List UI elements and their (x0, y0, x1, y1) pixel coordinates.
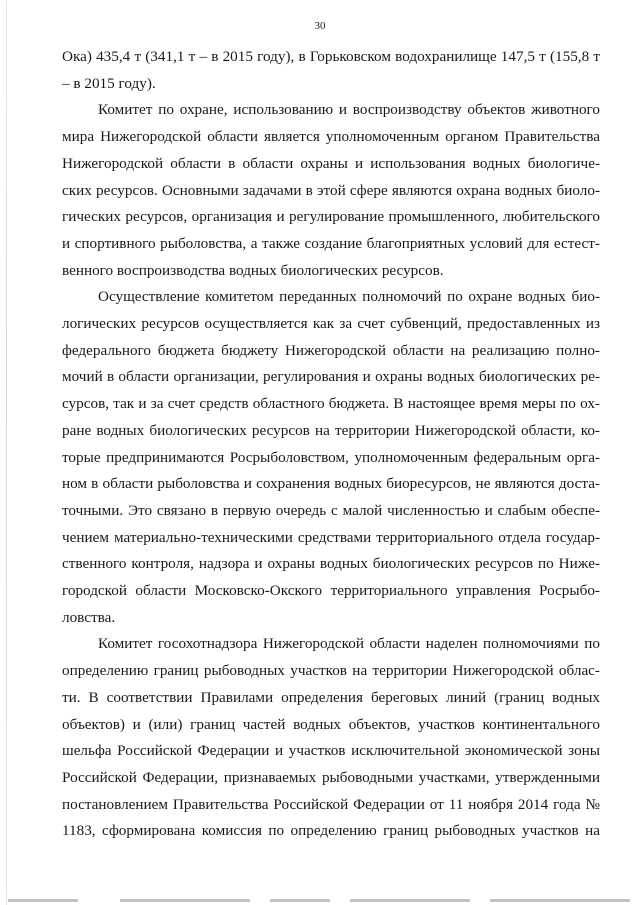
text-line: логических ресурсов осуществляется как за счет субвенций, предоставленных из (62, 315, 600, 333)
scan-bottom-artifacts (0, 896, 640, 905)
text-line: Ока) 435,4 т (341,1 т – в 2015 году), в Горьковском водохранилище 147,5 т (155,8 т (62, 48, 600, 65)
text-line: федерального бюджета бюджету Нижегородской области на реализацию полно- (62, 341, 600, 359)
text-line: объектов) и (или) границ частей водных объектов, участков континентального (62, 715, 600, 733)
text-line: точными. Это связано в первую очередь с малой численностью и слабым обеспе- (62, 501, 600, 519)
text-line: венного воспроизводства водных биологических ресурсов. (62, 261, 444, 279)
paragraph-first-line: Осуществление комитетом переданных полномочий по охране водных био- (98, 288, 600, 306)
body-text (62, 44, 600, 845)
text-line: ских ресурсов. Основными задачами в этой сфере являются охрана водных биоло- (62, 181, 600, 199)
text-line: 1183, сформирована комиссия по определению границ рыбоводных участков на (62, 822, 600, 840)
text-line: Российской Федерации, признаваемых рыбоводными участками, утвержденными (62, 768, 600, 786)
text-line: определению границ рыбоводных участков на территории Нижегородской облас- (62, 662, 600, 680)
scan-margin-line (6, 0, 7, 905)
text-line: мира Нижегородской области является уполномоченным органом Правительства (62, 128, 600, 146)
text-line: городской области Московско-Окского территориального управления Росрыбо- (62, 582, 600, 600)
text-line: Нижегородской области в области охраны и использования водных биологиче- (62, 154, 600, 172)
text-line: шельфа Российской Федерации и участков исключительной экономической зоны (62, 742, 600, 760)
text-line: торые предпринимаются Росрыболовством, уполномоченным федеральным орга- (62, 448, 600, 466)
text-line: ственного контроля, надзора и охраны водных биологических ресурсов по Нижe- (62, 555, 600, 573)
text-line: – в 2015 году). (62, 74, 156, 92)
text-line: ловства. (62, 608, 116, 626)
text-line: чением материально-техническими средствами территориального отдела государ- (62, 528, 600, 546)
text-line: сурсов, так и за счет средств областного бюджета. В настоящее время меры по ох- (62, 395, 600, 413)
text-line: ти. В соответствии Правилами определения береговых линий (границ водных (62, 688, 600, 706)
text-line: ном в области рыболовства и сохранения водных биоресурсов, не являются доста- (62, 475, 600, 493)
page-number: 30 (314, 20, 326, 32)
text-line: гических ресурсов, организация и регулирование промышленного, любительского (62, 208, 600, 226)
text-line: мочий в области организации, регулирования и охраны водных биологических ре- (62, 368, 600, 386)
text-line: и спортивного рыболовства, а также создание благоприятных условий для естест- (62, 234, 600, 252)
paragraph-first-line: Комитет по охране, использованию и воспроизводству объектов животного (98, 101, 600, 119)
paragraph-first-line: Комитет госохотнадзора Нижегородской области наделен полномочиями по (98, 635, 600, 653)
text-line: ране водных биологических ресурсов на территории Нижегородской области, ко- (62, 421, 600, 439)
text-line: постановлением Правительства Российской Федерации от 11 ноября 2014 года № (62, 795, 600, 813)
